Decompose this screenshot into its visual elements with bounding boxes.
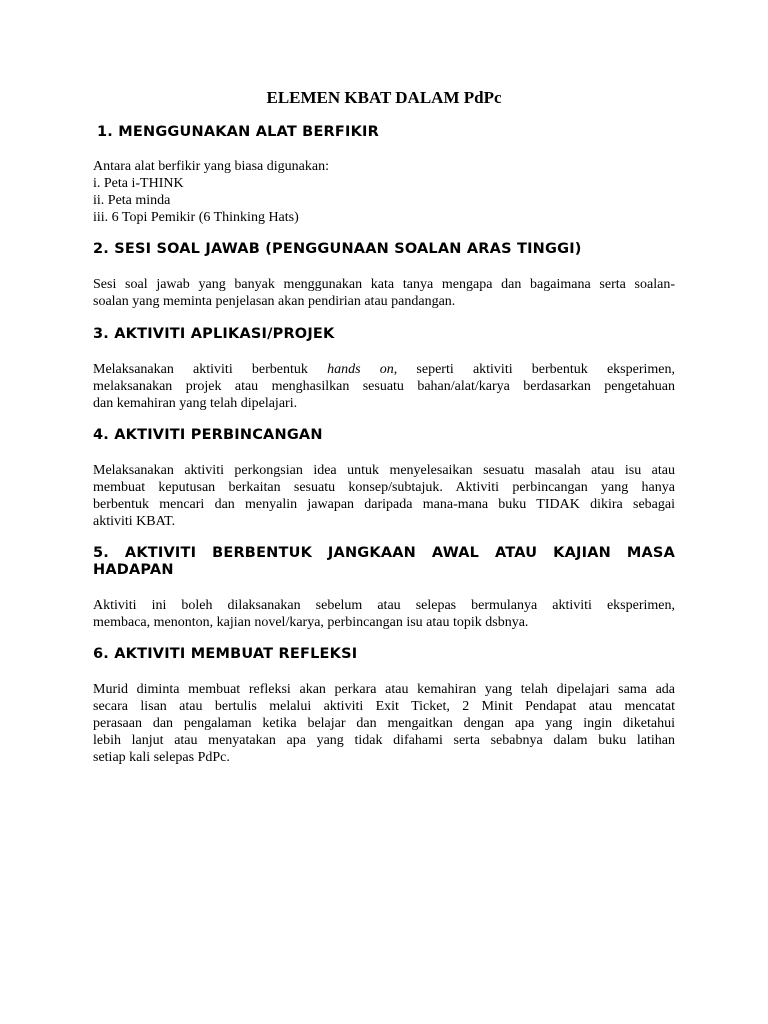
paragraph-line: dan kemahiran yang telah dipelajari. [93,396,298,411]
section-jangkaan-awal [93,545,675,631]
paragraph-line: Melaksanakan aktiviti perkongsian idea untuk menyelesaikan sesuatu masalah atau isu atau [93,463,675,478]
paragraph-line [93,361,675,378]
paragraph-line: membaca, menonton, kajian novel/karya, perbincangan isu atau topik dsbnya. [93,615,529,630]
paragraph-line: Aktiviti ini boleh dilaksanakan sebelum atau selepas bermulanya aktiviti eksperimen, [93,598,675,613]
paragraph-line: Sesi soal jawab yang banyak menggunakan kata tanya mengapa dan bagaimana serta soalan- [93,277,675,292]
paragraph-line: melaksanakan projek atau menghasilkan sesuatu bahan/alat/karya berdasarkan pengetahuan [93,379,675,394]
paragraph-line: setiap kali selepas PdPc. [93,750,230,765]
paragraph-line: lebih lanjut atau menyatakan apa yang tidak difahami serta sebabnya dalam buku latihan [93,733,675,748]
list-item: i. Peta i-THINK [93,176,184,191]
section-heading [93,545,675,579]
section-perbincangan [93,427,675,530]
section-heading: 4. AKTIVITI PERBINCANGAN [93,427,323,443]
paragraph-line: membuat keputusan berkaitan sesuatu konsep/subtajuk. Aktiviti perbincangan yang hanya [93,480,675,495]
section-heading: 6. AKTIVITI MEMBUAT REFLEKSI [93,646,358,662]
section-heading: 3. AKTIVITI APLIKASI/PROJEK [93,326,335,342]
section-aplikasi-projek [93,326,675,412]
paragraph-line: Murid diminta membuat refleksi akan perkara atau kemahiran yang telah dipelajari sama ada [93,682,675,697]
section-paragraph [93,462,675,530]
section-refleksi [93,646,675,766]
section-heading: 2. SESI SOAL JAWAB (PENGGUNAAN SOALAN ARAS TINGGI) [93,241,582,257]
paragraph-text: Melaksanakan aktiviti berbentuk [93,362,328,377]
paragraph-line: perasaan dan pengalaman ketika belajar dan mengaitkan dengan apa yang ingin diketahui [93,716,675,731]
section-heading: 1. MENGGUNAKAN ALAT BERFIKIR [97,124,380,140]
paragraph-line: aktiviti KBAT. [93,514,176,529]
paragraph-line: berbentuk mencari dan menyalin jawapan daripada mana-mana buku TIDAK dikira sebagai [93,497,675,512]
list-item: ii. Peta minda [93,193,171,208]
paragraph-line: soalan yang meminta penjelasan akan pendirian atau pandangan. [93,294,456,309]
paragraph-text: , seperti aktiviti berbentuk eksperimen, [393,362,675,377]
section-paragraph [93,681,675,766]
section-paragraph [93,597,675,631]
heading-line: HADAPAN [93,562,174,578]
list-item: iii. 6 Topi Pemikir (6 Thinking Hats) [93,210,299,225]
section-paragraph [93,361,675,412]
section-paragraph [93,276,675,310]
paragraph-line: secara lisan atau bertulis melalui aktiviti Exit Ticket, 2 Minit Pendapat atau mencatat [93,699,675,714]
section-soal-jawab [93,241,675,310]
paragraph-emphasis: hands on [327,362,394,377]
document-title: ELEMEN KBAT DALAM PdPc [266,88,502,107]
section-alat-berfikir [93,124,675,226]
heading-line: 5. AKTIVITI BERBENTUK JANGKAAN AWAL ATAU KAJIAN MASA [93,545,675,561]
section-intro: Antara alat berfikir yang biasa digunakan: [93,159,329,174]
